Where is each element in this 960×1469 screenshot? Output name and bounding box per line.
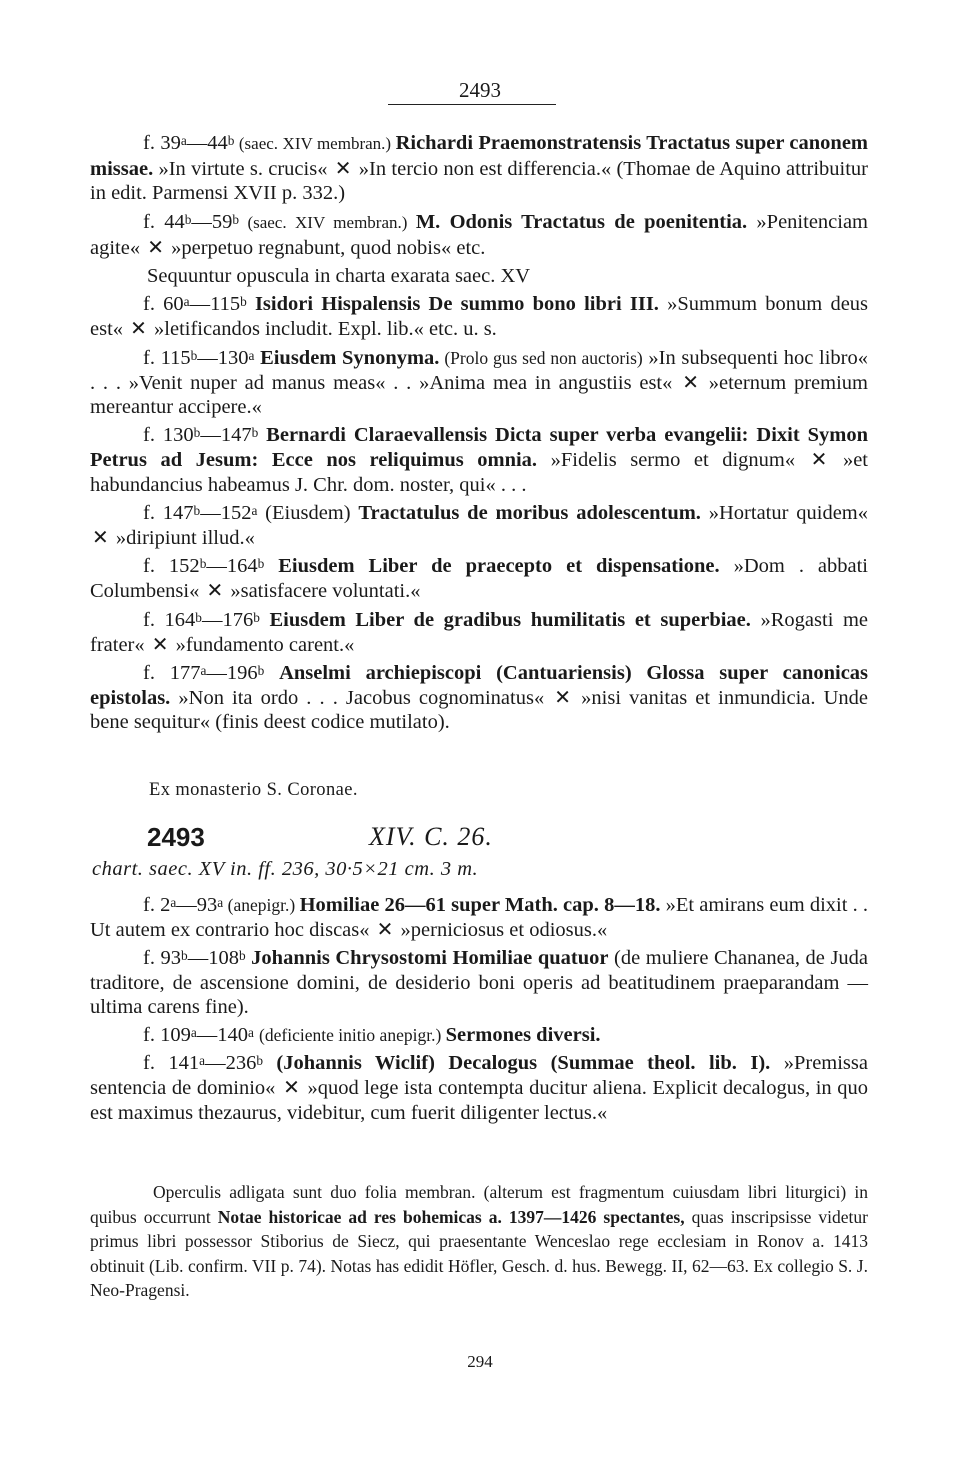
work-title: Eiusdem Synonyma. xyxy=(260,346,440,369)
entry: f. 60$^a$—115$^b$ Isidori Hispalensis De summo bono libri III. »Summum bonum deus est« ✕ »letificandos includit. Expl. lib.« etc. u. s. xyxy=(90,293,869,341)
work-title: Homiliae 26—61 super Math. cap. 8—18. xyxy=(299,894,661,916)
codex-heading xyxy=(147,822,847,858)
note-emphasis: Notae historicae ad res bohemicas a. 1397—1426 spectantes, xyxy=(217,1206,685,1227)
footer-page-number: 294 xyxy=(467,1352,493,1371)
cross-mark-icon: ✕ xyxy=(810,447,828,472)
entries-bottom xyxy=(90,893,868,1125)
entry: f. 130$^b$—147$^b$ Bernardi Claraevallensis Dicta super verba evangelii: Dixit Symon Petrus ad Jesum: Ecce nos reliquimus omnia. »Fidelis sermo et dignum« ✕ »et habundancius habeamus J. Chr. dom. noster, qui« . . . xyxy=(90,424,869,496)
cross-mark-icon: ✕ xyxy=(334,156,352,181)
work-title: Sermones diversi. xyxy=(445,1024,601,1047)
work-title: Tractatulus de moribus adolescentum. xyxy=(358,501,701,524)
entry: f. 141$^a$—236$^b$ (Johannis Wiclif) Decalogus (Summae theol. lib. I). »Premissa sentencia de dominio« ✕ »quod lege ista contempta ducitur aliena. Explicit decalogus, in quo est maximus thezaurus, videbitur, cum fuerit diligenter lectus.« xyxy=(90,1052,869,1124)
entry: f. 147$^b$—152$^a$ (Eiusdem) Tractatulus de moribus adolescentum. »Hortatur quidem« ✕ »diripiunt illud.« xyxy=(92,501,868,550)
cross-mark-icon: ✕ xyxy=(147,234,164,259)
header-rule xyxy=(388,104,556,105)
running-header xyxy=(0,78,960,103)
entry: f. 152$^b$—164$^b$ Eiusdem Liber de praecepto et dispensatione. »Dom . abbati Columbensi« ✕ »satisfacere voluntati.« xyxy=(90,555,869,603)
work-title: M. Odonis Tractatus de poenitentia. xyxy=(415,210,748,233)
cross-mark-icon: ✕ xyxy=(376,917,394,942)
work-title: (Johannis Wiclif) Decalogus (Summae theol. lib. I). xyxy=(276,1052,771,1075)
codex-description: chart. saec. XV in. ff. 236, 30·5×21 cm. 3 m. xyxy=(92,858,479,880)
work-title: Eiusdem Liber de gradibus humilitatis et superbiae. xyxy=(269,608,751,631)
entry: f. 109$^a$—140$^a$ (deficiente initio anepigr.) Sermones diversi. xyxy=(143,1024,601,1047)
work-title: Eiusdem Liber de praecepto et dispensatione. xyxy=(278,555,720,578)
cross-mark-icon: ✕ xyxy=(151,631,169,656)
entry: f. 39$^a$—44$^b$ (saec. XIV membran.) Richardi Praemonstratensis Tractatus super canonem missae. »In virtute s. crucis« ✕ »In tercio non est differencia.« (Thomae de Aquino attribuitur in edit. Parmensi XVII p. 332.) xyxy=(90,132,869,205)
work-title: Anselmi archiepiscopi (Cantuariensis) Glossa super canonicas epistolas. xyxy=(90,662,869,710)
cross-mark-icon: ✕ xyxy=(283,1075,300,1100)
codex-number: 2493 xyxy=(147,822,205,852)
cross-mark-icon: ✕ xyxy=(92,525,109,550)
section-note: Sequuntur opuscula in charta exarata saec. XV xyxy=(147,265,531,288)
entry: f. 2$^a$—93$^a$ (anepigr.) Homiliae 26—61 super Math. cap. 8—18. »Et amirans eum dixit . . Ut autem ex contrario hoc discas« ✕ »perniciosus et odiosus.« xyxy=(90,894,868,942)
codex-note: Operculis adligata sunt duo folia membran. (alterum est fragmentum cuiusdam libri liturgici) in quibus occurrunt Notae historicae ad res bohemicas a. 1397—1426 spectantes, quas inscripsisse videtur primus libri possessor Stiborius de Siecz, qui praesentante Wenceslao rege ecclesiam in Ronov a. 1413 obtinuit (Lib. confirm. VII p. 74). Notas has edidit Höfler, Gesch. d. hus. Bewegg. II, 62—63. Ex collegio S. J. Neo-Pragensi. xyxy=(90,1182,868,1301)
entry: f. 177$^a$—196$^b$ Anselmi archiepiscopi (Cantuariensis) Glossa super canonicas epistolas. »Non ita ordo . . . Jacobus cognominatus« ✕ »nisi vanitas et inmundicia. Unde bene sequitur« (finis deest codice mutilato). xyxy=(90,662,869,734)
work-title: Bernardi Claraevallensis Dicta super verba evangelii: Dixit Symon Petrus ad Jesum: Ecce nos reliquimus omnia. xyxy=(90,424,869,472)
work-title: Johannis Chrysostomi Homiliae quatuor xyxy=(251,947,609,970)
entries-top xyxy=(90,131,868,735)
entry: f. 115$^b$—130$^a$ Eiusdem Synonyma. (Prolo gus sed non auctoris) »In subsequenti hoc libro« . . . »Venit nuper ad manus meas« . . »Anima mea in angustiis est« ✕ »eternum premium mereantur accipere.« xyxy=(90,346,868,419)
work-title: Richardi Praemonstratensis Tractatus super canonem missae. xyxy=(90,132,868,181)
cross-mark-icon: ✕ xyxy=(682,369,699,394)
codex-signature: XIV. C. 26. xyxy=(369,822,493,851)
work-title: Isidori Hispalensis De summo bono libri III. xyxy=(254,293,659,316)
cross-mark-icon: ✕ xyxy=(554,685,572,710)
cross-mark-icon: ✕ xyxy=(206,578,224,603)
provenance-line: Ex monasterio S. Coronae. xyxy=(149,780,358,800)
header-page-number: 2493 xyxy=(459,78,501,102)
entry: f. 93$^b$—108$^b$ Johannis Chrysostomi Homiliae quatuor (de muliere Chananea, de Juda traditore, de ascensione domini, de desiderio boni operis ad beatitudinem praeparandam — ultima carens fine). xyxy=(90,947,869,1018)
entry: f. 164$^b$—176$^b$ Eiusdem Liber de gradibus humilitatis et superbiae. »Rogasti me frater« ✕ »fundamento carent.« xyxy=(90,608,869,656)
cross-mark-icon: ✕ xyxy=(130,316,147,341)
entry: f. 44$^b$—59$^b$ (saec. XIV membran.) M. Odonis Tractatus de poenitentia. »Penitenciam agite« ✕ »perpetuo regnabunt, quod nobis« etc. xyxy=(90,210,869,259)
